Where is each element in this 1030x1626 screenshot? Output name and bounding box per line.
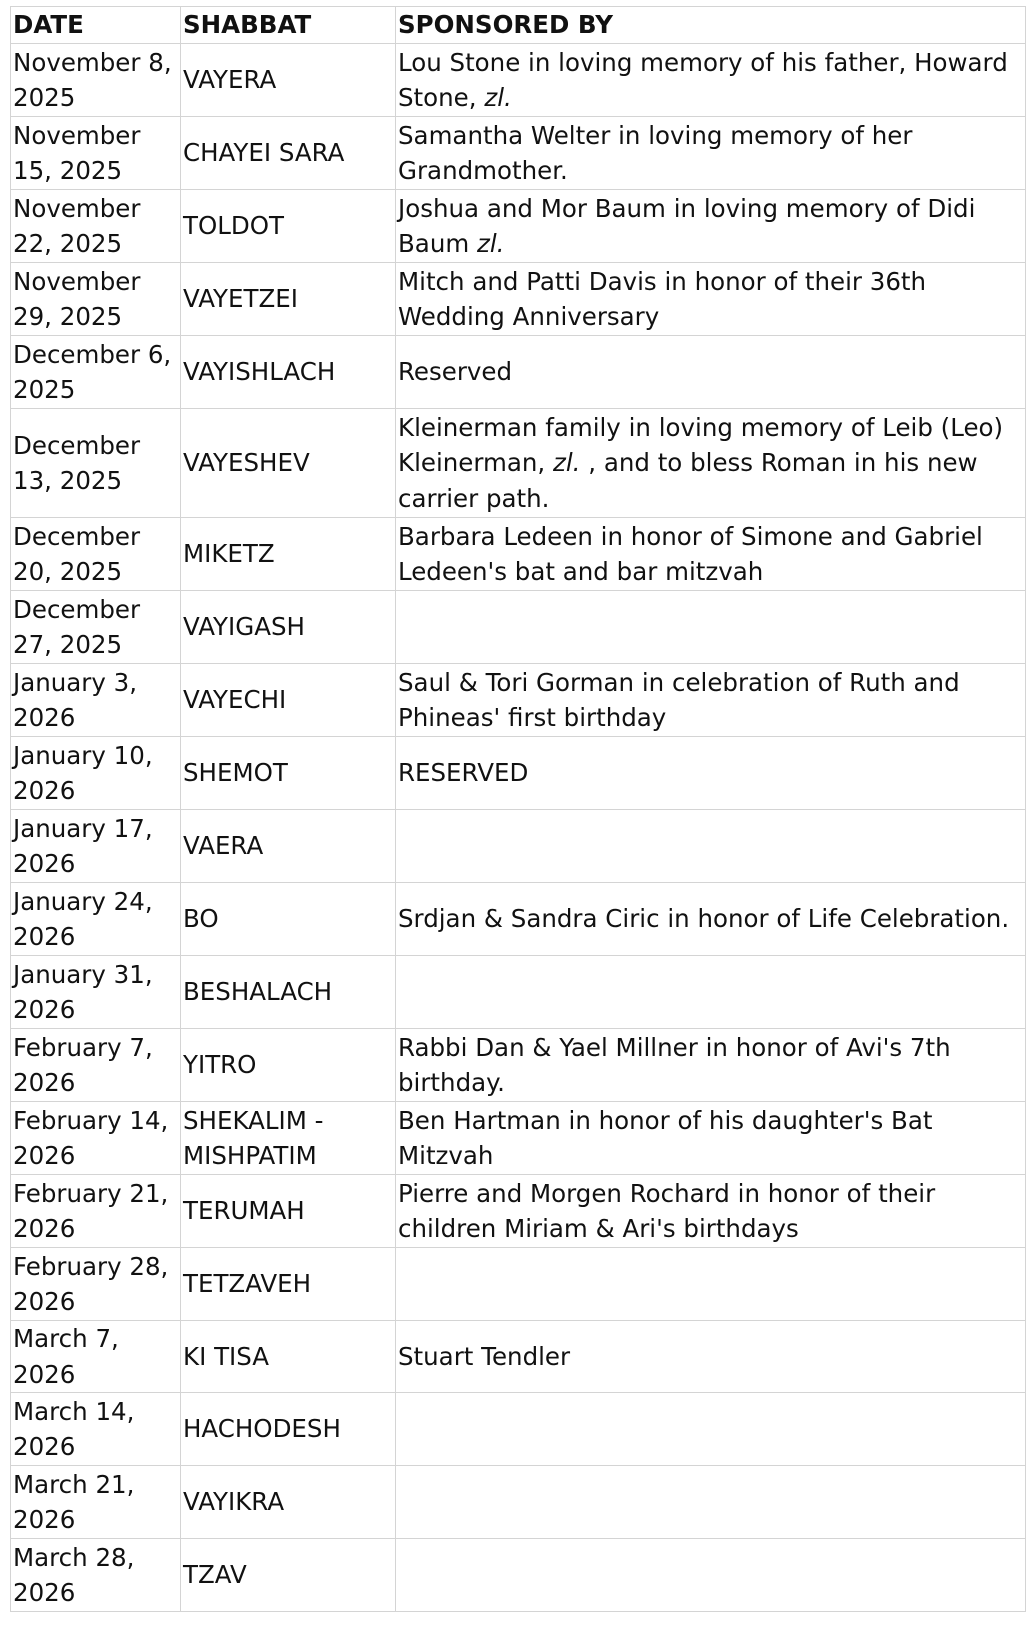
- sponsor-cell: [396, 1539, 1026, 1612]
- sponsor-cell: [396, 810, 1026, 883]
- table-row: [11, 117, 1026, 190]
- sponsor-cell: [396, 409, 1026, 518]
- shabbat-cell: BO: [181, 883, 396, 956]
- header-row: [11, 7, 1026, 44]
- table-row: [11, 1393, 1026, 1466]
- shabbat-cell: VAYETZEI: [181, 263, 396, 336]
- date-cell: February 21, 2026: [11, 1175, 181, 1248]
- table-row: [11, 737, 1026, 810]
- shabbat-cell: TERUMAH: [181, 1175, 396, 1248]
- shabbat-cell: BESHALACH: [181, 956, 396, 1029]
- sponsor-cell: [396, 518, 1026, 591]
- sponsor-cell: [396, 1029, 1026, 1102]
- sponsor-cell: [396, 44, 1026, 117]
- shabbat-cell: YITRO: [181, 1029, 396, 1102]
- date-cell: November 22, 2025: [11, 190, 181, 263]
- sponsor-text: Srdjan & Sandra Ciric in honor of Life Celebration.: [398, 904, 1010, 934]
- shabbat-cell: TOLDOT: [181, 190, 396, 263]
- sponsor-cell: [396, 664, 1026, 737]
- sponsor-text: Kleinerman family in loving memory of Leib (Leo) Kleinerman,: [398, 412, 1004, 478]
- sponsor-cell: [396, 883, 1026, 956]
- zl-abbrev: zl.: [552, 448, 581, 478]
- sponsor-text: Joshua and Mor Baum in loving memory of Didi Baum: [398, 193, 976, 258]
- sponsor-cell: [396, 117, 1026, 190]
- date-cell: March 28, 2026: [11, 1539, 181, 1612]
- shabbat-cell: HACHODESH: [181, 1393, 396, 1466]
- sponsor-text: Lou Stone in loving memory of his father, Howard Stone,: [398, 47, 1008, 112]
- shabbat-cell: TETZAVEH: [181, 1248, 396, 1321]
- header-sponsor: SPONSORED BY: [396, 7, 1026, 44]
- table-row: [11, 664, 1026, 737]
- date-cell: December 6, 2025: [11, 336, 181, 409]
- date-cell: November 15, 2025: [11, 117, 181, 190]
- sponsor-cell: [396, 591, 1026, 664]
- table-row: [11, 1175, 1026, 1248]
- sponsor-cell: [396, 1102, 1026, 1175]
- sponsor-cell: [396, 737, 1026, 810]
- date-cell: December 20, 2025: [11, 518, 181, 591]
- header-date: DATE: [11, 7, 181, 44]
- sponsor-text: Samantha Welter in loving memory of her Grandmother.: [398, 120, 913, 185]
- table-row: [11, 518, 1026, 591]
- date-cell: November 29, 2025: [11, 263, 181, 336]
- sponsor-cell: [396, 956, 1026, 1029]
- date-cell: March 7, 2026: [11, 1321, 181, 1393]
- sponsor-cell: [396, 1175, 1026, 1248]
- zl-abbrev: zl.: [477, 229, 505, 258]
- date-cell: January 17, 2026: [11, 810, 181, 883]
- sponsor-cell: [396, 336, 1026, 409]
- shabbat-cell: KI TISA: [181, 1321, 396, 1393]
- table-row: [11, 190, 1026, 263]
- shabbat-cell: MIKETZ: [181, 518, 396, 591]
- table-row: [11, 336, 1026, 409]
- sponsor-cell: [396, 190, 1026, 263]
- date-cell: January 3, 2026: [11, 664, 181, 737]
- date-cell: March 14, 2026: [11, 1393, 181, 1466]
- table-row: [11, 956, 1026, 1029]
- sponsor-text: Saul & Tori Gorman in celebration of Ruth and Phineas' first birthday: [398, 667, 960, 732]
- sponsor-text: Pierre and Morgen Rochard in honor of their children Miriam & Ari's birthdays: [398, 1178, 936, 1243]
- sponsor-text: Stuart Tendler: [398, 1341, 571, 1371]
- date-cell: November 8, 2025: [11, 44, 181, 117]
- table-row: [11, 1248, 1026, 1321]
- table-row: [11, 883, 1026, 956]
- sponsor-text: RESERVED: [398, 758, 529, 788]
- shabbat-cell: VAYECHI: [181, 664, 396, 737]
- sponsor-text: , and to bless Roman in his new carrier path.: [398, 448, 978, 513]
- date-cell: December 13, 2025: [11, 409, 181, 518]
- shabbat-cell: VAYIGASH: [181, 591, 396, 664]
- shabbat-cell: VAYIKRA: [181, 1466, 396, 1539]
- sponsor-text: Ben Hartman in honor of his daughter's Bat Mitzvah: [398, 1105, 933, 1170]
- table-row: [11, 810, 1026, 883]
- sponsor-cell: [396, 263, 1026, 336]
- table-row: [11, 1539, 1026, 1612]
- sponsor-cell: [396, 1466, 1026, 1539]
- sponsor-text: Barbara Ledeen in honor of Simone and Gabriel Ledeen's bat and bar mitzvah: [398, 521, 983, 586]
- date-cell: March 21, 2026: [11, 1466, 181, 1539]
- shabbat-cell: TZAV: [181, 1539, 396, 1612]
- shabbat-cell: VAYESHEV: [181, 409, 396, 518]
- table-row: [11, 1321, 1026, 1393]
- sponsor-cell: [396, 1248, 1026, 1321]
- shabbat-cell: SHEKALIM - MISHPATIM: [181, 1102, 396, 1175]
- date-cell: December 27, 2025: [11, 591, 181, 664]
- shabbat-cell: SHEMOT: [181, 737, 396, 810]
- date-cell: February 7, 2026: [11, 1029, 181, 1102]
- sponsorship-table: [10, 6, 1026, 1612]
- table-row: [11, 1102, 1026, 1175]
- table-row: [11, 1029, 1026, 1102]
- date-cell: January 10, 2026: [11, 737, 181, 810]
- table-row: [11, 409, 1026, 518]
- sponsor-text: Rabbi Dan & Yael Millner in honor of Avi's 7th birthday.: [398, 1032, 951, 1097]
- header-shabbat: SHABBAT: [181, 7, 396, 44]
- shabbat-cell: CHAYEI SARA: [181, 117, 396, 190]
- date-cell: February 14, 2026: [11, 1102, 181, 1175]
- shabbat-cell: VAYISHLACH: [181, 336, 396, 409]
- sponsor-cell: [396, 1393, 1026, 1466]
- table-row: [11, 263, 1026, 336]
- table-row: [11, 1466, 1026, 1539]
- date-cell: January 24, 2026: [11, 883, 181, 956]
- sponsor-cell: [396, 1321, 1026, 1393]
- shabbat-cell: VAERA: [181, 810, 396, 883]
- date-cell: February 28, 2026: [11, 1248, 181, 1321]
- table-row: [11, 44, 1026, 117]
- table-row: [11, 591, 1026, 664]
- sponsor-text: Reserved: [398, 357, 513, 387]
- sponsorship-page: [10, 6, 1025, 1612]
- sponsor-text: Mitch and Patti Davis in honor of their 36th Wedding Anniversary: [398, 266, 927, 331]
- date-cell: January 31, 2026: [11, 956, 181, 1029]
- zl-abbrev: zl.: [484, 83, 512, 112]
- shabbat-cell: VAYERA: [181, 44, 396, 117]
